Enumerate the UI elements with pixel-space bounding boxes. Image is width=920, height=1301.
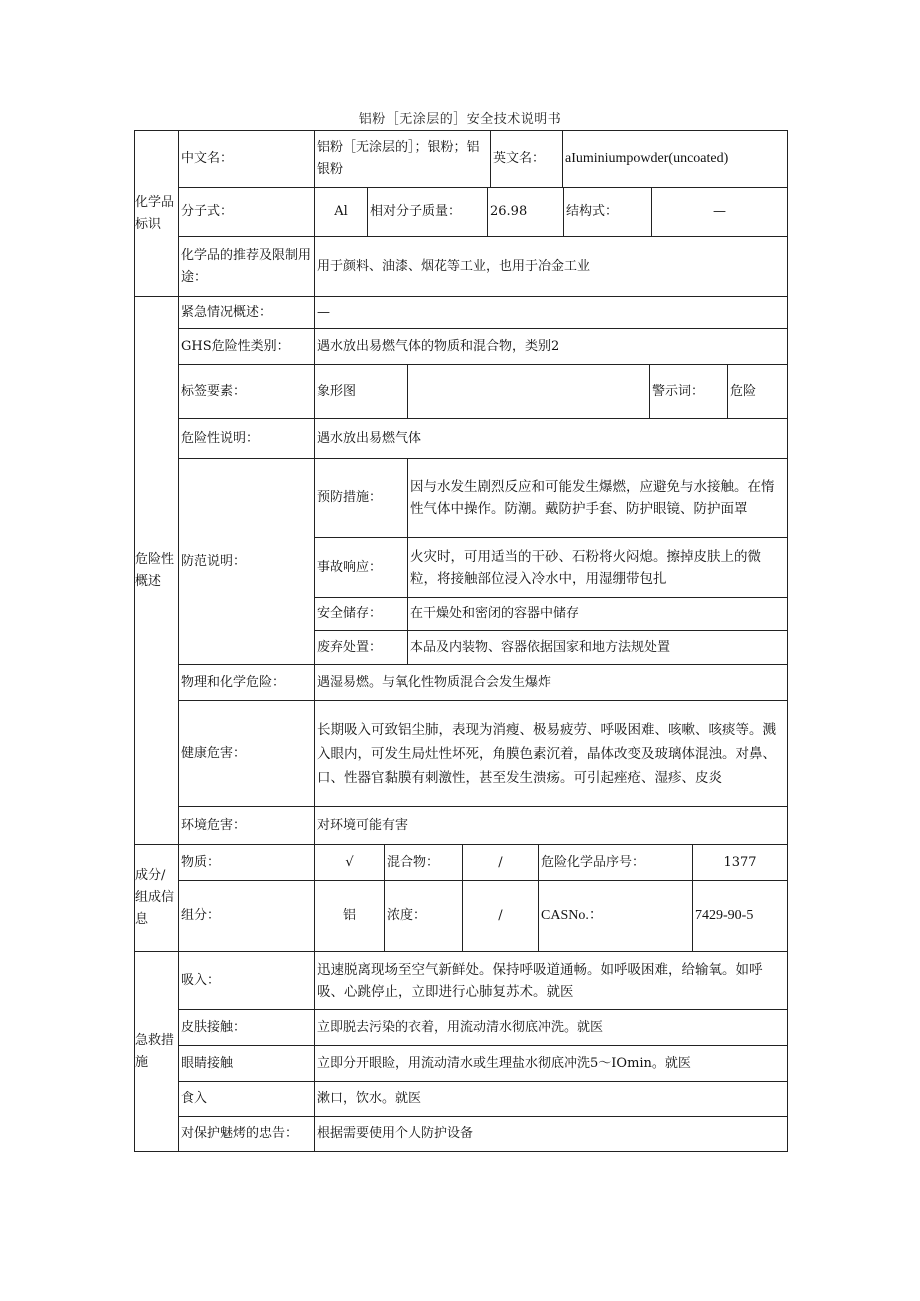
concentration-label: 浓度： (384, 880, 462, 951)
signal-word-label: 警示词： (649, 364, 727, 418)
mw-label: 相对分子质量： (367, 187, 487, 236)
environment-label: 环境危害： (178, 806, 314, 844)
section-hazard: 危险性概述 (134, 296, 178, 844)
precaution-label: 防范说明： (178, 458, 314, 664)
signal-word-value: 危险 (727, 364, 787, 418)
pictogram-area (407, 364, 649, 418)
formula-label: 分子式： (178, 187, 314, 236)
section-identification: 化学品标识 (135, 194, 175, 232)
component-label: 组分： (178, 880, 314, 951)
eye-label: 眼睛接触 (178, 1045, 314, 1081)
ghs-label: GHS危险性类别： (178, 328, 314, 364)
cn-name-label: 中文名： (178, 131, 314, 187)
cn-name-value: 铝粉［无涂层的］；银粉；铝银粉 (314, 131, 490, 187)
storage-label: 安全储存： (314, 597, 407, 630)
environment-value: 对环境可能有害 (314, 806, 787, 844)
physchem-value: 遇湿易燃。与氧化性物质混合会发生爆炸 (314, 664, 787, 700)
pictogram-label: 象形图 (314, 364, 407, 418)
disposal-value: 本品及内装物、容器依据国家和地方法规处置 (407, 630, 787, 664)
structure-label: 结构式： (563, 187, 651, 236)
use-label: 化学品的推荐及限制用途： (178, 236, 314, 296)
inhalation-label: 吸入： (178, 951, 314, 1009)
component-value: 铝 (314, 880, 384, 951)
substance-value: √ (314, 844, 384, 880)
skin-value: 立即脱去污染的衣着，用流动清水彻底冲洗。就医 (314, 1009, 787, 1045)
ghs-value: 遇水放出易燃气体的物质和混合物，类别2 (314, 328, 787, 364)
eye-value: 立即分开眼睑，用流动清水或生理盐水彻底冲洗5～IOmin。就医 (314, 1045, 787, 1081)
concentration-value: / (462, 880, 538, 951)
document-title: 铝粉［无涂层的］安全技术说明书 (358, 112, 562, 127)
mw-value: 26.98 (487, 187, 563, 236)
prevention-value: 因与水发生剧烈反应和可能发生爆燃，应避免与水接触。在惰性气体中操作。防潮。戴防护手套、防护眼镜、防护面罩 (407, 458, 787, 537)
health-value: 长期吸入可致铝尘肺，表现为消瘦、极易疲劳、呼吸困难、咳嗽、咳痰等。溅入眼内，可发生局灶性坏死，角膜色素沉着，晶体改变及玻璃体混浊。对鼻、口、性器官黏膜有刺激性，甚至发生溃疡。可引起痤疮、湿疹、皮炎 (314, 700, 787, 806)
skin-label: 皮肤接触： (178, 1009, 314, 1045)
mixture-value: / (462, 844, 538, 880)
response-label: 事故响应： (314, 537, 407, 597)
label-elements-label: 标签要素： (178, 364, 314, 418)
en-name-label: 英文名： (490, 131, 562, 187)
storage-value: 在干燥处和密闭的容器中储存 (407, 597, 787, 630)
response-value: 火灾时，可用适当的干砂、石粉将火闷熄。擦掉皮肤上的微粒，将接触部位浸入冷水中，用湿绷带包扎 (407, 537, 787, 597)
emergency-label: 紧急情况概述： (178, 296, 314, 328)
section-first-aid: 急救措施 (134, 951, 178, 1151)
hazard-no-value: 1377 (692, 844, 787, 880)
statement-value: 遇水放出易燃气体 (314, 418, 787, 458)
use-value: 用于颜料、油漆、烟花等工业，也用于冶金工业 (314, 236, 787, 296)
ingestion-value: 漱口，饮水。就医 (314, 1081, 787, 1116)
prevention-label: 预防措施： (314, 458, 407, 537)
section-composition: 成分/组成信息 (134, 844, 178, 951)
physchem-label: 物理和化学危险： (178, 664, 314, 700)
ingestion-label: 食入 (178, 1081, 314, 1116)
formula-value: Al (314, 187, 367, 236)
cas-value: 7429-90-5 (692, 880, 787, 951)
advice-value: 根据需要使用个人防护设备 (314, 1116, 787, 1151)
inhalation-value: 迅速脱离现场至空气新鲜处。保持呼吸道通畅。如呼吸困难，给输氧。如呼吸、心跳停止，立即进行心肺复苏术。就医 (314, 951, 787, 1009)
emergency-value: — (314, 296, 787, 328)
hazard-no-label: 危险化学品序号： (538, 844, 692, 880)
cas-label: CASNo.： (538, 880, 692, 951)
advice-label: 对保护魅烤的忠告： (178, 1116, 314, 1151)
substance-label: 物质： (178, 844, 314, 880)
health-label: 健康危害： (178, 700, 314, 806)
structure-value: — (651, 187, 787, 236)
mixture-label: 混合物： (384, 844, 462, 880)
statement-label: 危险性说明： (178, 418, 314, 458)
en-name-value: aIuminiumpowder(uncoated) (562, 131, 787, 187)
disposal-label: 废弃处置： (314, 630, 407, 664)
